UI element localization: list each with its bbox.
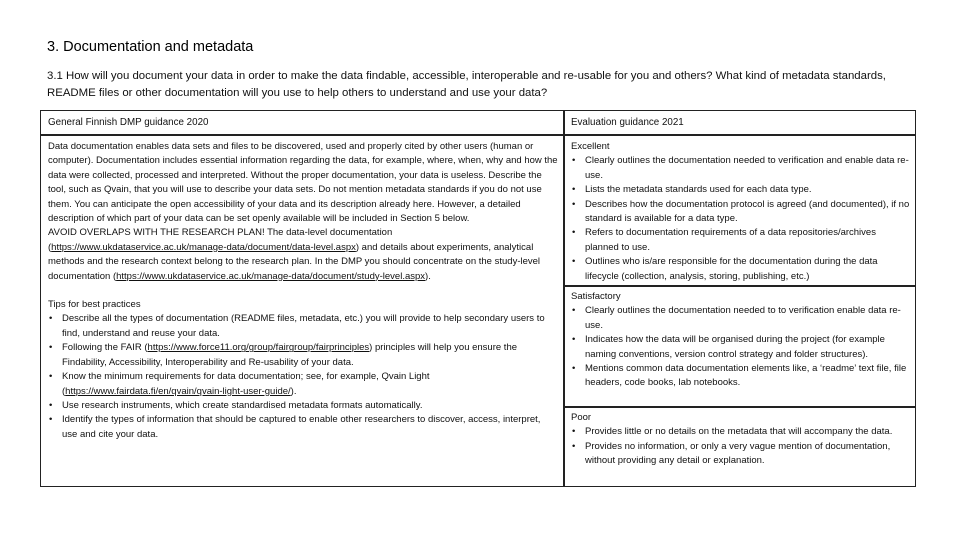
- excellent-satisfactory-divider: [564, 285, 915, 287]
- poor-list: [571, 425, 911, 468]
- tips-title: Tips for best practices: [48, 299, 141, 311]
- question-text: 3.1 How will you document your data in order to make the data findable, accessible, interoperable and re-usable for you and others? What kind of metadata standards, README files or other documentation will you use to help others to understand and use your data?: [47, 70, 886, 99]
- overlap-paragraph: AVOID OVERLAPS WITH THE RESEARCH PLAN! The data-level documentation (https://www.ukdataservice.ac.uk/manage-data/document/data-level.aspx) and details about experiments, analytical methods and the research context belong to the research plan. In the DMP you should concentrate on the study-level documentation (https://www.ukdataservice.ac.uk/manage-data/document/study-level.aspx).: [48, 227, 541, 282]
- tips-list: [48, 312, 558, 442]
- criteria-item: • Clearly outlines the documentation needed to to verification enable data re-use.: [571, 304, 911, 333]
- poor-title: Poor: [571, 412, 592, 423]
- general-guidance-cell: [48, 140, 558, 442]
- criteria-item: • Clearly outlines the documentation needed to verification and enable data re-use.: [571, 154, 911, 183]
- criteria-item: • Describes how the documentation protocol is agreed (and documented), if no standard is available for a data type.: [571, 198, 911, 227]
- tip-item: • Identify the types of information that should be captured to enable other researchers to discover, access, interpret, use and cite your data.: [48, 413, 558, 442]
- criteria-item: • Refers to documentation requirements of a data repositories/archives planned to use.: [571, 226, 911, 255]
- criteria-item: • Outlines who is/are responsible for the documentation during the data lifecycle (collection, analysis, storing, publishing, etc.): [571, 255, 911, 284]
- criteria-item: • Provides no information, or only a very vague mention of documentation, without providing any detail or explanation.: [571, 440, 911, 469]
- satisfactory-list: [571, 304, 911, 390]
- column-divider: [563, 111, 565, 486]
- satisfactory-poor-divider: [564, 406, 915, 408]
- tip-item: • Describe all the types of documentation (README files, metadata, etc.) you will provide to help secondary users to find, understand and reuse your data.: [48, 312, 558, 341]
- study-level-link[interactable]: https://www.ukdataservice.ac.uk/manage-data/document/study-level.aspx: [116, 270, 426, 282]
- left-column-header: General Finnish DMP guidance 2020: [48, 117, 209, 128]
- right-column-header: Evaluation guidance 2021: [571, 117, 684, 128]
- criteria-item: • Provides little or no details on the metadata that will accompany the data.: [571, 425, 911, 439]
- excellent-list: [571, 154, 911, 284]
- tip-item: • Use research instruments, which create standardised metadata formats automatically.: [48, 399, 558, 413]
- criteria-item: • Indicates how the data will be organised during the project (for example naming conventions, version control strategy and folder structures).: [571, 333, 911, 362]
- excellent-title: Excellent: [571, 141, 610, 152]
- poor-cell: [571, 411, 911, 469]
- criteria-item: • Lists the metadata standards used for each data type.: [571, 183, 911, 197]
- tip-item: • Following the FAIR (https://www.force11.org/group/fairgroup/fairprinciples) principles will help you ensure the Findability, Accessibility, Interoperability and Re-usability of your data.: [48, 341, 558, 370]
- data-level-link[interactable]: https://www.ukdataservice.ac.uk/manage-data/document/data-level.aspx: [51, 241, 356, 253]
- page-title: 3. Documentation and metadata: [47, 39, 254, 55]
- guidance-table: [40, 110, 916, 487]
- excellent-cell: [571, 140, 911, 284]
- guidance-paragraph: Data documentation enables data sets and files to be discovered, used and properly cited by other users (human or computer). Documentation includes essential information regarding the data, for example, where, when, why and how the data were collected, processed and interpreted. Without the proper documentation, your data is useless. Describe the tool, such as Qvain, that you will use to describe your data sets. Do not mention metadata standards if you do not use them. You can anticipate the open accessibility of your data and its description already here. However, a detailed description of which part of your data can be set openly available will be included in Section 5 below.: [48, 141, 558, 225]
- tip-item: • Know the minimum requirements for data documentation; see, for example, Qvain Light (https://www.fairdata.fi/en/qvain/qvain-light-user-guide/).: [48, 370, 558, 399]
- satisfactory-cell: [571, 290, 911, 391]
- qvain-guide-link[interactable]: https://www.fairdata.fi/en/qvain/qvain-light-user-guide/: [65, 385, 291, 397]
- header-divider: [41, 134, 915, 136]
- criteria-item: • Mentions common data documentation elements like, a ‘readme’ text file, file headers, code books, lab notebooks.: [571, 362, 911, 391]
- satisfactory-title: Satisfactory: [571, 291, 621, 302]
- fair-principles-link[interactable]: https://www.force11.org/group/fairgroup/fairprinciples: [147, 342, 370, 354]
